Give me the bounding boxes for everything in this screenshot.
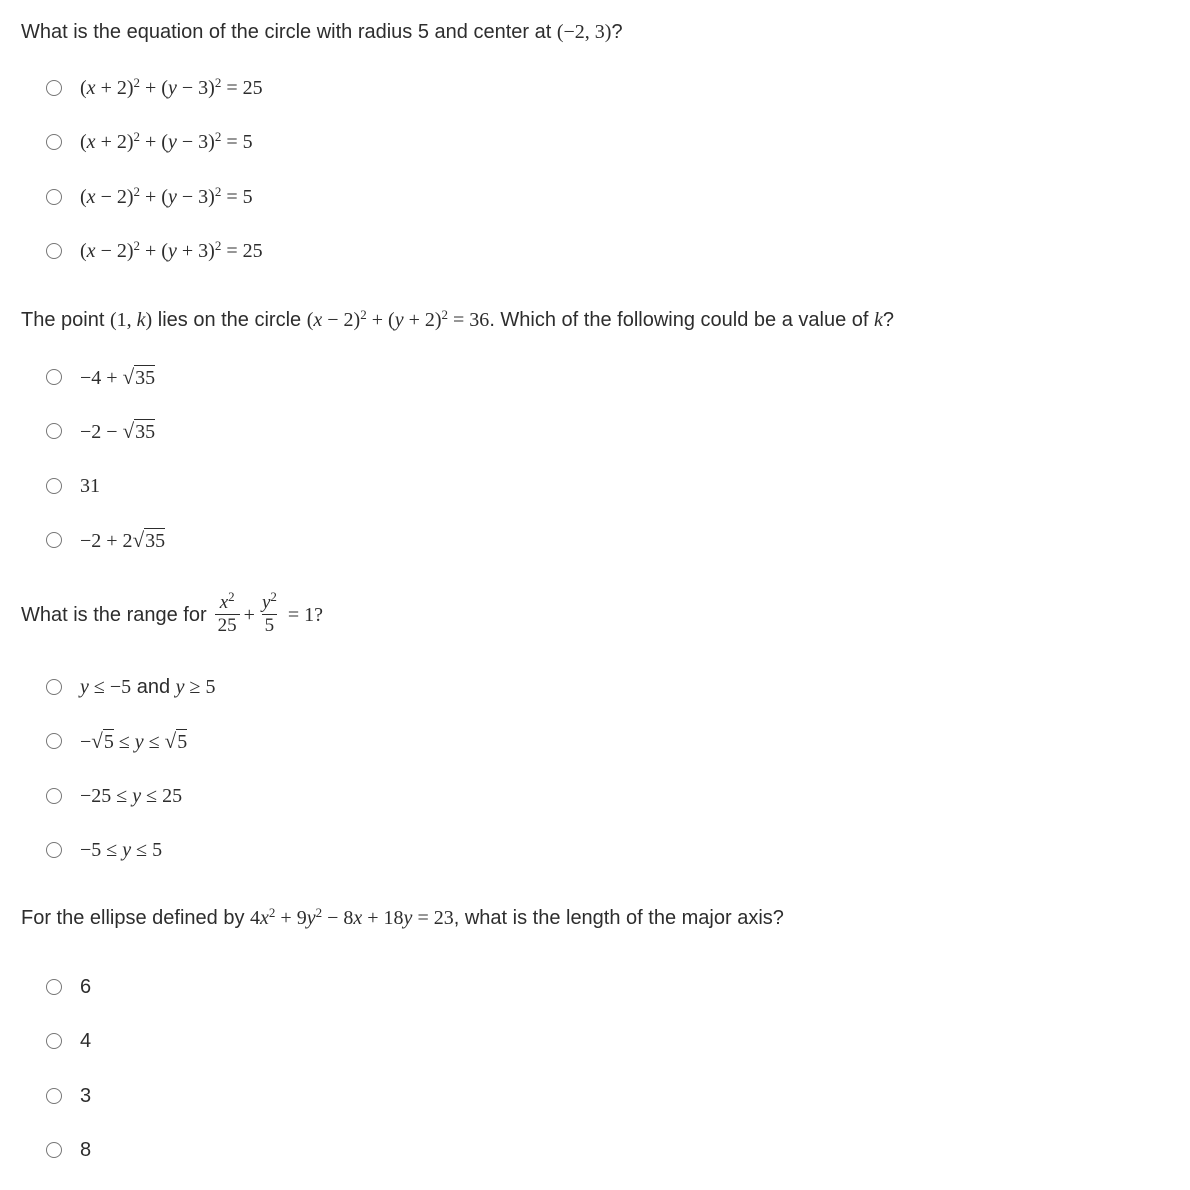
q1-option-3[interactable] bbox=[46, 182, 253, 212]
q4-option-3[interactable] bbox=[46, 1081, 91, 1111]
radio-button[interactable] bbox=[46, 788, 62, 804]
option-label: −4 + √35 bbox=[80, 364, 156, 389]
circle-equation: $(x - 2)^2 + (y + 2)^2 = 36$ bbox=[306, 307, 490, 331]
radio-button[interactable] bbox=[46, 1088, 62, 1104]
ellipse-equation: $4x^2 + 9y^2 - 8x + 18y = 23$ bbox=[250, 905, 454, 929]
question-text: What is the equation of the circle with radius 5 and center at bbox=[21, 21, 552, 43]
option-label: y ≤ −5 and y ≥ 5 bbox=[80, 675, 216, 698]
question-4-prompt: For the ellipse defined by $4x^2 + 9y^2 - 8x + 18y = 23$, what is the length of the major axis? bbox=[21, 905, 784, 929]
fraction-y: $\frac{y^2}{5}$ bbox=[261, 589, 277, 636]
option-label: −5 ≤ y ≤ 5 bbox=[80, 838, 163, 861]
radio-button[interactable] bbox=[46, 1033, 62, 1049]
option-label: −√5 ≤ y ≤ √5 bbox=[80, 728, 188, 753]
question-3-prompt: What is the range for $\frac{x^2}{25}$ + $\frac{y^2}{5}$ = 1? bbox=[21, 589, 324, 636]
center-point: (−2, 3) bbox=[556, 21, 612, 43]
q4-option-1[interactable] bbox=[46, 972, 91, 1002]
radio-button[interactable] bbox=[46, 1142, 62, 1158]
q3-option-2[interactable] bbox=[46, 726, 187, 756]
q1-option-2[interactable] bbox=[46, 127, 253, 157]
q2-option-2[interactable] bbox=[46, 416, 155, 446]
option-label: −25 ≤ y ≤ 25 bbox=[80, 784, 183, 807]
option-label: $(x + 2)^2 + (y - 3)^2 = 5$ bbox=[80, 128, 253, 153]
option-label: $(x - 2)^2 + (y - 3)^2 = 5$ bbox=[80, 183, 253, 208]
option-label: −2 − √35 bbox=[80, 418, 156, 443]
q2-option-3[interactable] bbox=[46, 471, 100, 501]
option-label: 6 bbox=[80, 975, 92, 998]
question-1-prompt bbox=[21, 19, 623, 45]
radio-button[interactable] bbox=[46, 478, 62, 494]
radio-button[interactable] bbox=[46, 189, 62, 205]
q1-option-1[interactable] bbox=[46, 73, 263, 103]
q4-option-2[interactable] bbox=[46, 1026, 91, 1056]
q3-option-1[interactable] bbox=[46, 672, 216, 702]
radio-button[interactable] bbox=[46, 842, 62, 858]
option-label: 8 bbox=[80, 1138, 92, 1161]
option-label: $(x - 2)^2 + (y + 3)^2 = 25$ bbox=[80, 237, 263, 262]
q3-option-3[interactable] bbox=[46, 781, 182, 811]
radio-button[interactable] bbox=[46, 243, 62, 259]
radio-button[interactable] bbox=[46, 369, 62, 385]
q2-option-4[interactable] bbox=[46, 525, 165, 555]
option-label: 3 bbox=[80, 1084, 92, 1107]
radio-button[interactable] bbox=[46, 979, 62, 995]
q3-option-4[interactable] bbox=[46, 835, 162, 865]
option-label: $(x + 2)^2 + (y - 3)^2 = 25$ bbox=[80, 74, 263, 99]
radio-button[interactable] bbox=[46, 80, 62, 96]
radio-button[interactable] bbox=[46, 679, 62, 695]
q2-option-1[interactable] bbox=[46, 362, 155, 392]
radio-button[interactable] bbox=[46, 532, 62, 548]
question-2-prompt: The point (1, k) lies on the circle $(x - 2)^2 + (y + 2)^2 = 36$. Which of the following could be a value of k? bbox=[21, 307, 895, 331]
question-mark: ? bbox=[611, 21, 623, 43]
radio-button[interactable] bbox=[46, 733, 62, 749]
q1-option-4[interactable] bbox=[46, 236, 263, 266]
option-label: 4 bbox=[80, 1029, 92, 1052]
option-label: −2 + 2√35 bbox=[80, 527, 166, 552]
fraction-x: $\frac{x^2}{25}$ bbox=[215, 592, 240, 637]
radio-button[interactable] bbox=[46, 134, 62, 150]
radio-button[interactable] bbox=[46, 423, 62, 439]
q4-option-4[interactable] bbox=[46, 1135, 91, 1165]
option-label: 31 bbox=[80, 474, 100, 497]
